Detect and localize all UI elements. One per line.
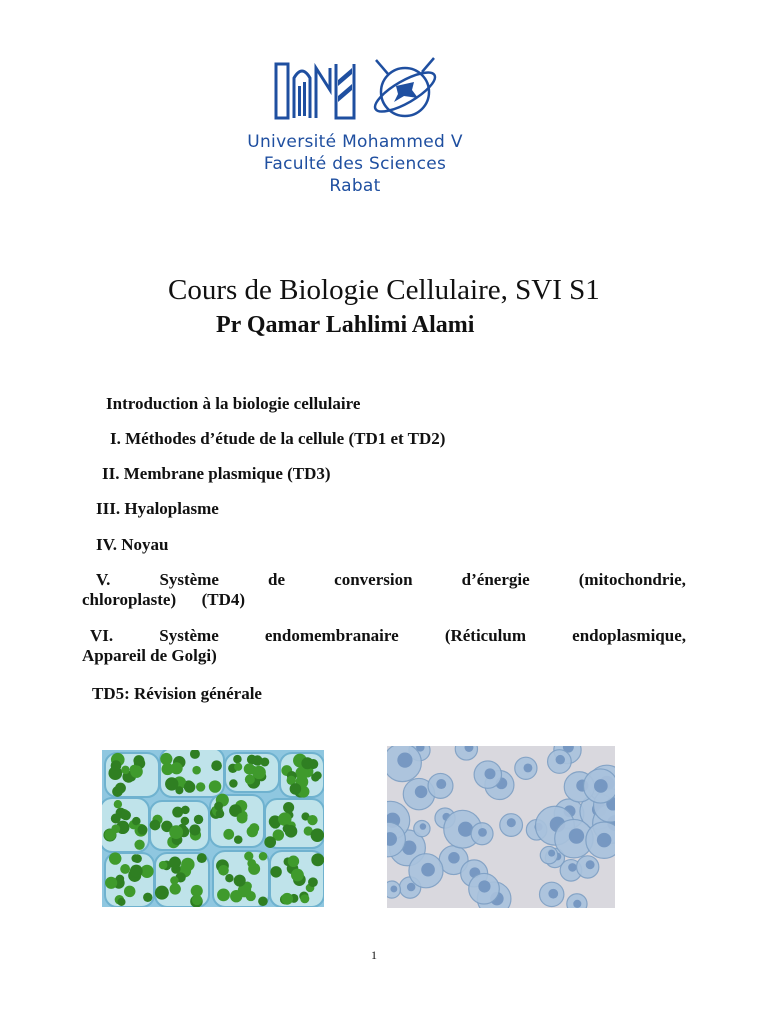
outline-intro: Introduction à la biologie cellulaire	[106, 394, 361, 413]
city-name: Rabat	[329, 176, 381, 196]
outline-item-5-word: d’énergie	[461, 570, 530, 589]
outline-item-7: TD5: Révision générale	[92, 684, 262, 703]
university-crest-icon	[272, 60, 364, 122]
outline-item-6-word: (Réticulum	[444, 626, 527, 645]
outline-item-2: II. Membrane plasmique (TD3)	[102, 464, 331, 483]
outline-item-5-word: (mitochondrie,	[578, 570, 686, 589]
faculty-name: Faculté des Sciences	[263, 154, 447, 174]
outline-item-5	[82, 570, 686, 610]
outline-item-5-word: V.	[96, 570, 111, 589]
faculty-logo	[220, 52, 490, 202]
faculty-atom-emblem-icon	[368, 56, 442, 122]
outline-item-6-continuation: Appareil de Golgi)	[82, 646, 217, 665]
professor-name: Pr Qamar Lahlimi Alami	[216, 312, 475, 338]
page-number: 1	[371, 948, 377, 962]
outline-item-6-word: Système	[159, 626, 219, 645]
outline-item-4: IV. Noyau	[96, 535, 169, 554]
outline-item-6-word: endomembranaire	[264, 626, 399, 645]
outline-item-5-word: conversion	[334, 570, 413, 589]
outline-item-1: I. Méthodes d’étude de la cellule (TD1 et TD2)	[110, 429, 446, 448]
outline-item-5-word: Système	[159, 570, 219, 589]
plant-cells-micrograph	[102, 750, 324, 907]
outline-item-5-word: de	[268, 570, 286, 589]
outline-item-5-continuation: chloroplaste) (TD4)	[82, 590, 246, 609]
outline-item-3: III. Hyaloplasme	[96, 499, 219, 518]
page-title: Cours de Biologie Cellulaire, SVI S1	[168, 274, 600, 306]
outline-item-6-word: VI.	[90, 626, 114, 645]
stained-cells-micrograph	[387, 746, 615, 908]
outline-item-6-word: endoplasmique,	[572, 626, 686, 645]
outline-item-6	[82, 626, 686, 666]
university-name: Université Mohammed V	[247, 132, 463, 152]
